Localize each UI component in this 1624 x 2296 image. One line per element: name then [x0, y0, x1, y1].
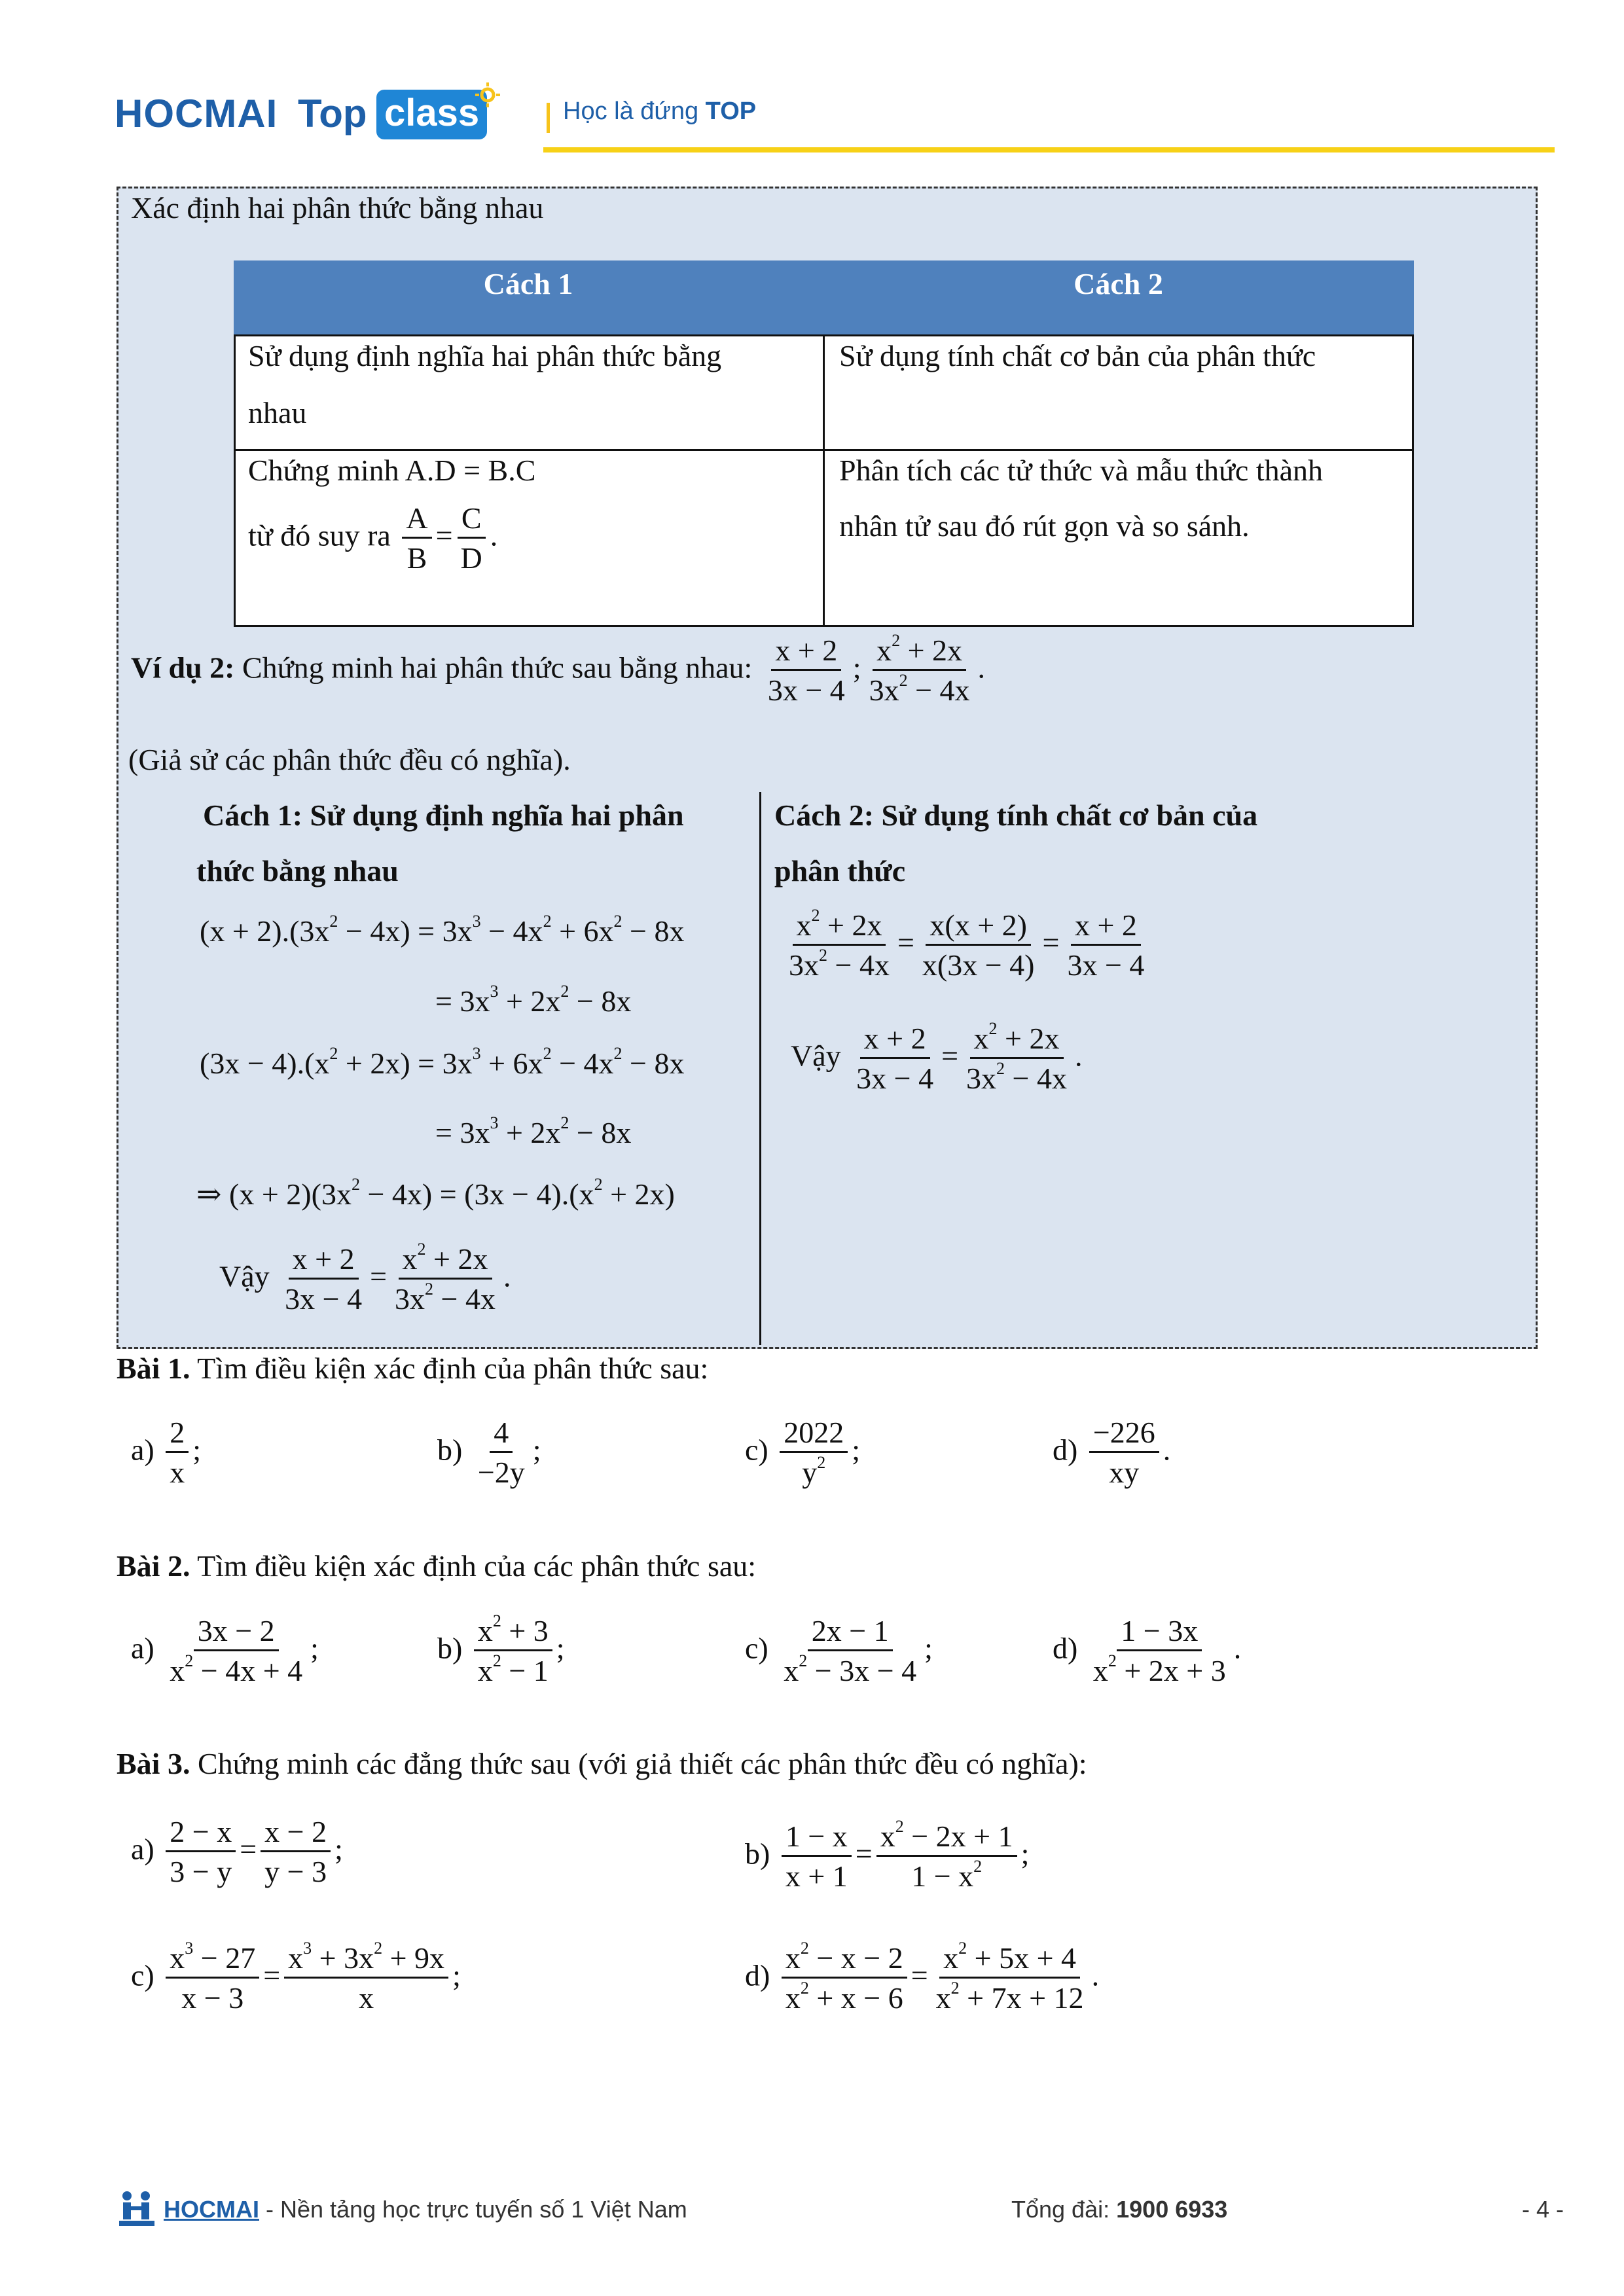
- method-table: [234, 260, 1414, 627]
- m1-step1: $(x + 2).(3x^2 - 4x) = 3x^3 - 4x^2 + 6x^2 - 8x$: [200, 912, 685, 948]
- fraction: $\frac{x^2 + 2x}{3x^2 - 4x}$: [789, 906, 890, 982]
- ex3-item-d: d) $\frac{x^2 - x - 2}{x^2 + x - 6}$ = $\frac{x^2 + 5x + 4}{x^2 + 7x + 12}$ .: [745, 1939, 1100, 2015]
- r1c1-line2: nhau: [248, 396, 307, 429]
- ex1-item-a: a) $\frac{2}{x}$ ;: [131, 1416, 202, 1490]
- fraction: $\frac{x + 2}{3x - 4}$: [1067, 908, 1145, 982]
- method1-heading-line1: Cách 1: Sử dụng định nghĩa hai phân: [203, 798, 684, 832]
- header-divider-bar: [547, 103, 550, 133]
- ex3-item-c: c) $\frac{x^3 - 27}{x - 3}$ = $\frac{x^3 + 3x^2 + 9x}{x}$ ;: [131, 1939, 461, 2015]
- ex2-item-b: b) $\frac{x^2 + 3}{x^2 - 1}$ ;: [437, 1611, 565, 1688]
- m1-step5: ⇒ $(x + 2)(3x^2 - 4x) = (3x - 4).(x^2 + 2x)$: [196, 1175, 675, 1211]
- fraction: $\frac{x^2 - x - 2}{x^2 + x - 6}$: [782, 1943, 907, 2015]
- fraction: $\frac{1 - x}{x + 1}$: [782, 1821, 852, 1893]
- fraction: $\frac{x - 2}{y - 3}$: [261, 1816, 331, 1888]
- fraction: $\frac{x(x + 2)}{x(3x - 4)}$: [922, 908, 1035, 982]
- example-text: Chứng minh hai phân thức sau bằng nhau:: [242, 651, 753, 685]
- fraction: $\frac{3x - 2}{x^2 - 4x + 4}$: [170, 1614, 303, 1688]
- sun-icon: [475, 82, 501, 108]
- fraction: $\frac{x^3 + 3x^2 + 9x}{x}$: [284, 1943, 448, 2015]
- m1-step2: = $3x^3 + 2x^2 - 8x$: [435, 982, 632, 1018]
- method2-heading-line2: phân thức: [774, 854, 906, 888]
- exercise-3-heading: Bài 3. Chứng minh các đẳng thức sau (với giả thiết các phân thức đều có nghĩa):: [117, 1747, 1087, 1780]
- method-divider: [759, 792, 761, 1345]
- footer-tagline: - Nền tảng học trực tuyến số 1 Việt Nam: [266, 2196, 687, 2223]
- logo-top: Top: [298, 92, 367, 135]
- col1-head: Cách 1: [483, 267, 573, 300]
- fraction: $\frac{x^3 - 27}{x - 3}$: [166, 1943, 259, 2015]
- theory-title: Xác định hai phân thức bằng nhau: [131, 191, 544, 224]
- fraction: $\frac{1 - 3x}{x^2 + 2x + 3}$: [1092, 1614, 1226, 1688]
- method2-heading-line1: Cách 2: Sử dụng tính chất cơ bản của: [774, 798, 1258, 832]
- fraction: $\frac{4}{-2y}$: [477, 1416, 525, 1490]
- fraction: $\frac{x^2 + 2x}{3x^2 - 4x}$: [966, 1019, 1067, 1096]
- ex2-item-a: a) $\frac{3x - 2}{x^2 - 4x + 4}$ ;: [131, 1614, 319, 1688]
- method1-heading-line2: thức bằng nhau: [196, 854, 399, 888]
- exercise-2-heading: Bài 2. Tìm điều kiện xác định của các phân thức sau:: [117, 1549, 757, 1583]
- r1c2-text: Sử dụng tính chất cơ bản của phân thức: [839, 339, 1316, 372]
- ex1-item-b: b) $\frac{4}{-2y}$ ;: [437, 1416, 541, 1490]
- example-label: Ví dụ 2:: [131, 651, 235, 685]
- footer-brand: HOCMAI: [164, 2196, 259, 2223]
- col2-head: Cách 2: [1074, 267, 1163, 300]
- r2c2-line1: Phân tích các tử thức và mẫu thức thành: [839, 454, 1324, 487]
- ex2-item-d: d) $\frac{1 - 3x}{x^2 + 2x + 3}$ .: [1053, 1614, 1242, 1688]
- ex3-item-b: b) $\frac{1 - x}{x + 1}$ = $\frac{x^2 - 2x + 1}{1 - x^2}$ ;: [745, 1817, 1030, 1893]
- m1-step4: = $3x^3 + 2x^2 - 8x$: [435, 1113, 632, 1149]
- fraction: $\frac{-226}{xy}$: [1089, 1417, 1159, 1489]
- fraction: $\frac{2x - 1}{x^2 - 3x - 4}$: [784, 1614, 917, 1688]
- header-underline: [543, 147, 1555, 152]
- ex3-item-a: a) $\frac{2 - x}{3 - y}$ = $\frac{x - 2}{y - 3}$ ;: [131, 1815, 343, 1889]
- fraction: $\frac{2}{x}$: [166, 1417, 189, 1489]
- hocmai-logo-icon: [117, 2189, 157, 2227]
- fraction: $\frac{2022}{y^2}$: [780, 1417, 848, 1489]
- ex2-item-c: c) $\frac{2x - 1}{x^2 - 3x - 4}$ ;: [745, 1614, 933, 1688]
- ex1-item-c: c) $\frac{2022}{y^2}$ ;: [745, 1416, 861, 1490]
- fraction: $\frac{x^2 - 2x + 1}{1 - x^2}$: [876, 1821, 1017, 1893]
- fraction: $\frac{x^2 + 2x}{3x^2 - 4x}$: [395, 1240, 496, 1316]
- fraction: $\frac{x^2 + 3}{x^2 - 1}$: [474, 1615, 552, 1687]
- fraction: $\frac{x + 2}{3x - 4}$: [285, 1242, 363, 1316]
- m2-conclusion: Vậy $\frac{x + 2}{3x - 4}$ = $\frac{x^2 + 2x}{3x^2 - 4x}$ .: [791, 1019, 1083, 1096]
- m1-step3: $(3x - 4).(x^2 + 2x) = 3x^3 + 6x^2 - 4x^2 - 8x$: [200, 1044, 685, 1080]
- exercise-1-heading: Bài 1. Tìm điều kiện xác định của phân thức sau:: [117, 1352, 709, 1385]
- r2c1-line2: từ đó suy ra $\frac{A}{B}$ = $\frac{C}{D}$ .: [248, 501, 498, 575]
- fraction: $\frac{A}{B}$: [402, 503, 431, 575]
- m1-conclusion: Vậy $\frac{x + 2}{3x - 4}$ = $\frac{x^2 + 2x}{3x^2 - 4x}$ .: [219, 1240, 511, 1316]
- fraction: $\frac{x + 2}{3x - 4}$: [856, 1022, 934, 1096]
- fraction: $\frac{C}{D}$: [457, 503, 486, 575]
- fraction: $\frac{x + 2}{3x - 4}$: [767, 634, 845, 708]
- r2c2-line2: nhân tử sau đó rút gọn và so sánh.: [839, 509, 1250, 543]
- footer-hotline: Tổng đài: 1900 6933: [1011, 2196, 1228, 2223]
- fraction: $\frac{x^2 + 2x}{3x^2 - 4x}$: [869, 631, 970, 708]
- logo-class: class: [376, 90, 487, 139]
- r1c1-line1: Sử dụng định nghĩa hai phân thức bằng: [248, 339, 722, 372]
- r2c1-line1: Chứng minh A.D = B.C: [248, 454, 536, 487]
- fraction: $\frac{2 - x}{3 - y}$: [166, 1816, 236, 1888]
- footer-left: [164, 2196, 687, 2223]
- fraction: $\frac{x^2 + 5x + 4}{x^2 + 7x + 12}$: [935, 1939, 1084, 2015]
- example-note: (Giả sử các phân thức đều có nghĩa).: [128, 743, 571, 776]
- slogan: Học là đứng TOP: [563, 98, 757, 125]
- logo-hocmai: HOCMAI: [115, 92, 278, 135]
- ex1-item-d: d) $\frac{-226}{xy}$ .: [1053, 1416, 1171, 1490]
- example-statement: Ví dụ 2: Chứng minh hai phân thức sau bằng nhau: $\frac{x + 2}{3x - 4}$ ; $\frac{x^2 + 2x}{3x^2 - 4x}$ .: [131, 631, 986, 708]
- m2-step1: $\frac{x^2 + 2x}{3x^2 - 4x}$ = $\frac{x(x + 2)}{x(3x - 4)}$ = $\frac{x + 2}{3x - 4}$: [781, 910, 1152, 982]
- page-number: - 4 -: [1522, 2196, 1564, 2223]
